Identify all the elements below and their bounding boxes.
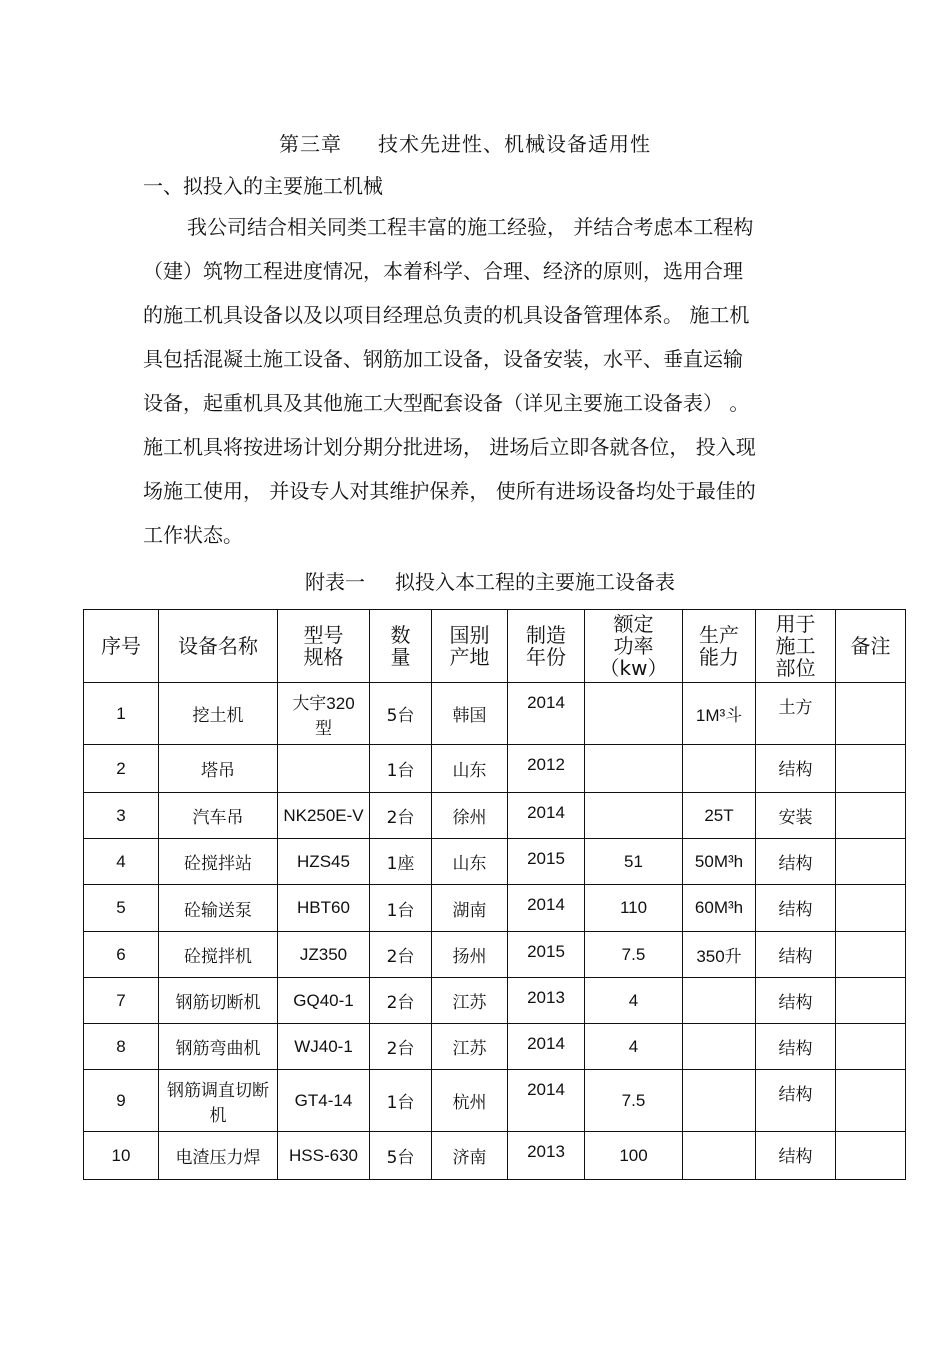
- cell-rated-power: 4: [585, 978, 683, 1024]
- table-row: [84, 978, 906, 1024]
- cell-capacity: 1M³斗: [683, 683, 756, 745]
- chapter-number: 第三章: [279, 132, 342, 156]
- cell-year: 2014: [508, 1024, 585, 1070]
- cell-quantity: 1台: [370, 885, 432, 932]
- cell-model: JZ350: [278, 932, 370, 978]
- table-row: [84, 793, 906, 839]
- cell-year: 2015: [508, 932, 585, 978]
- cell-remarks: [836, 745, 906, 793]
- cell-equipment-name: 钢筋调直切断 机: [159, 1070, 278, 1132]
- cell-remarks: [836, 793, 906, 839]
- cell-quantity: 2台: [370, 932, 432, 978]
- cell-remarks: [836, 1132, 906, 1180]
- paragraph-line: 场施工使用， 并设专人对其维护保养， 使所有进场设备均处于最佳的: [143, 479, 756, 503]
- table-row: [84, 1070, 906, 1132]
- table-row: [84, 683, 906, 745]
- table-row: [84, 745, 906, 793]
- cell-origin: 济南: [432, 1132, 508, 1180]
- table-row: [84, 885, 906, 932]
- cell-capacity: 50M³h: [683, 839, 756, 885]
- cell-capacity: 350升: [683, 932, 756, 978]
- cell-year: 2015: [508, 839, 585, 885]
- cell-model: HZS45: [278, 839, 370, 885]
- cell-capacity: [683, 1132, 756, 1180]
- cell-equipment-name: 砼搅拌机: [159, 932, 278, 978]
- cell-model: WJ40-1: [278, 1024, 370, 1070]
- chapter-title: [0, 128, 930, 157]
- cell-index: 5: [84, 885, 159, 932]
- cell-year: 2014: [508, 793, 585, 839]
- paragraph-line: 设备，起重机具及其他施工大型配套设备（详见主要施工设备表） 。: [143, 391, 750, 415]
- cell-rated-power: 110: [585, 885, 683, 932]
- cell-year: 2014: [508, 683, 585, 745]
- table-header-row: [84, 610, 906, 683]
- header-col-quantity: 数 量: [370, 610, 432, 683]
- cell-usage: 结构: [756, 978, 836, 1024]
- header-col-index: 序号: [84, 610, 159, 683]
- cell-remarks: [836, 978, 906, 1024]
- cell-capacity: 25T: [683, 793, 756, 839]
- cell-capacity: 60M³h: [683, 885, 756, 932]
- cell-capacity: [683, 978, 756, 1024]
- cell-capacity: [683, 1024, 756, 1070]
- cell-remarks: [836, 932, 906, 978]
- table-row: [84, 1024, 906, 1070]
- cell-remarks: [836, 1024, 906, 1070]
- paragraph-line: 我公司结合相关同类工程丰富的施工经验， 并结合考虑本工程构: [187, 215, 754, 239]
- cell-equipment-name: 挖土机: [159, 683, 278, 745]
- cell-origin: 韩国: [432, 683, 508, 745]
- cell-usage: 结构: [756, 1024, 836, 1070]
- cell-usage: 土方: [756, 683, 836, 745]
- header-col-rated-power: 额定 功率 （kw）: [585, 610, 683, 683]
- cell-usage: 结构: [756, 745, 836, 793]
- cell-usage: 结构: [756, 932, 836, 978]
- cell-equipment-name: 钢筋弯曲机: [159, 1024, 278, 1070]
- cell-remarks: [836, 683, 906, 745]
- cell-equipment-name: 砼输送泵: [159, 885, 278, 932]
- cell-remarks: [836, 1070, 906, 1132]
- header-col-usage: 用于 施工 部位: [756, 610, 836, 683]
- cell-capacity: [683, 745, 756, 793]
- table-row: [84, 932, 906, 978]
- cell-origin: 杭州: [432, 1070, 508, 1132]
- cell-equipment-name: 电渣压力焊: [159, 1132, 278, 1180]
- cell-quantity: 1台: [370, 745, 432, 793]
- cell-equipment-name: 砼搅拌站: [159, 839, 278, 885]
- cell-usage: 结构: [756, 885, 836, 932]
- cell-model: NK250E-V: [278, 793, 370, 839]
- cell-rated-power: [585, 683, 683, 745]
- paragraph-line: （建）筑物工程进度情况，本着科学、合理、经济的原则，选用合理: [143, 259, 743, 283]
- cell-year: 2014: [508, 1070, 585, 1132]
- cell-model: GT4-14: [278, 1070, 370, 1132]
- cell-quantity: 5台: [370, 1132, 432, 1180]
- header-col-model: 型号 规格: [278, 610, 370, 683]
- cell-quantity: 1座: [370, 839, 432, 885]
- cell-rated-power: 100: [585, 1132, 683, 1180]
- cell-usage: 结构: [756, 839, 836, 885]
- paragraph-line: 施工机具将按进场计划分期分批进场， 进场后立即各就各位， 投入现: [143, 435, 756, 459]
- cell-usage: 结构: [756, 1070, 836, 1132]
- cell-origin: 江苏: [432, 1024, 508, 1070]
- cell-year: 2014: [508, 885, 585, 932]
- cell-index: 2: [84, 745, 159, 793]
- body-paragraph: [143, 205, 823, 557]
- cell-quantity: 1台: [370, 1070, 432, 1132]
- paragraph-line: 的施工机具设备以及以项目经理总负责的机具设备管理体系。 施工机: [143, 303, 750, 327]
- cell-usage: 结构: [756, 1132, 836, 1180]
- cell-remarks: [836, 885, 906, 932]
- cell-year: 2013: [508, 978, 585, 1024]
- cell-rated-power: 7.5: [585, 1070, 683, 1132]
- cell-origin: 徐州: [432, 793, 508, 839]
- cell-origin: 山东: [432, 745, 508, 793]
- cell-quantity: 2台: [370, 1024, 432, 1070]
- cell-origin: 山东: [432, 839, 508, 885]
- cell-quantity: 2台: [370, 978, 432, 1024]
- table-row: [84, 839, 906, 885]
- cell-index: 4: [84, 839, 159, 885]
- cell-origin: 扬州: [432, 932, 508, 978]
- header-col-remarks: 备注: [836, 610, 906, 683]
- table-caption: [0, 566, 950, 595]
- cell-equipment-name: 钢筋切断机: [159, 978, 278, 1024]
- cell-index: 6: [84, 932, 159, 978]
- table-row: [84, 1132, 906, 1180]
- cell-quantity: 2台: [370, 793, 432, 839]
- cell-rated-power: [585, 745, 683, 793]
- cell-origin: 湖南: [432, 885, 508, 932]
- section-heading: 一、拟投入的主要施工机械: [143, 174, 383, 198]
- cell-model: HSS-630: [278, 1132, 370, 1180]
- cell-usage: 安装: [756, 793, 836, 839]
- cell-index: 3: [84, 793, 159, 839]
- cell-remarks: [836, 839, 906, 885]
- header-col-capacity: 生产 能力: [683, 610, 756, 683]
- cell-year: 2012: [508, 745, 585, 793]
- equipment-table: [83, 609, 906, 1180]
- cell-rated-power: 51: [585, 839, 683, 885]
- cell-rated-power: [585, 793, 683, 839]
- paragraph-line: 工作状态。: [143, 523, 243, 547]
- cell-index: 9: [84, 1070, 159, 1132]
- cell-rated-power: 7.5: [585, 932, 683, 978]
- header-col-year: 制造 年份: [508, 610, 585, 683]
- cell-index: 7: [84, 978, 159, 1024]
- cell-equipment-name: 汽车吊: [159, 793, 278, 839]
- cell-model: 大宇320 型: [278, 683, 370, 745]
- header-col-origin: 国别 产地: [432, 610, 508, 683]
- cell-capacity: [683, 1070, 756, 1132]
- table-caption-title: 拟投入本工程的主要施工设备表: [395, 570, 675, 594]
- header-col-equipment-name: 设备名称: [159, 610, 278, 683]
- cell-index: 10: [84, 1132, 159, 1180]
- cell-index: 8: [84, 1024, 159, 1070]
- cell-model: GQ40-1: [278, 978, 370, 1024]
- cell-model: [278, 745, 370, 793]
- cell-model: HBT60: [278, 885, 370, 932]
- cell-quantity: 5台: [370, 683, 432, 745]
- table-caption-label: 附表一: [305, 570, 365, 594]
- paragraph-line: 具包括混凝土施工设备、钢筋加工设备，设备安装，水平、垂直运输: [143, 347, 743, 371]
- cell-equipment-name: 塔吊: [159, 745, 278, 793]
- chapter-name: 技术先进性、机械设备适用性: [378, 132, 651, 156]
- cell-year: 2013: [508, 1132, 585, 1180]
- cell-origin: 江苏: [432, 978, 508, 1024]
- cell-index: 1: [84, 683, 159, 745]
- cell-rated-power: 4: [585, 1024, 683, 1070]
